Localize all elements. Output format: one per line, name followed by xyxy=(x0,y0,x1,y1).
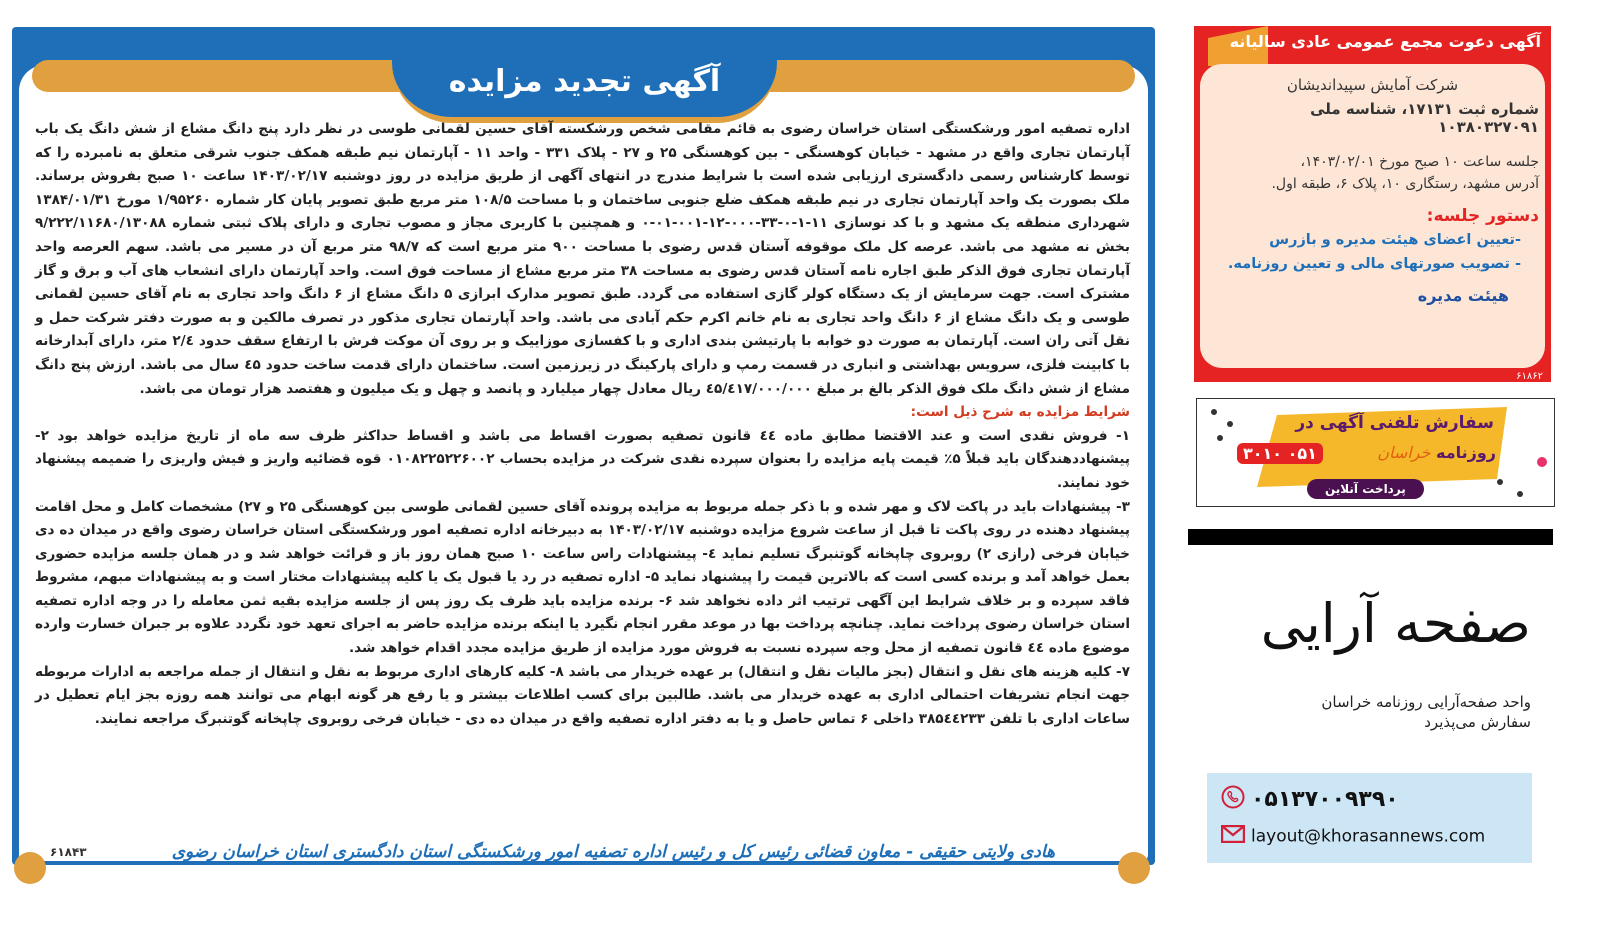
agenda-item: - تصویب صورتهای مالی و تعیین روزنامه. xyxy=(1227,256,1521,272)
promo-line: سفارش می‌پذیرد xyxy=(1424,713,1531,731)
invite-company: شرکت آمایش سپیداندیشان xyxy=(1286,76,1459,94)
condition-item: ۱- فروش نقدی است و عند الاقتضا مطابق ماده ٤٤ قانون تصفیه بصورت اقساط می باشد و اقساط حداکثر ظرف سه ماه از تاریخ مزایده خواهد بود ۲- پیشنهاددهندگان باید قبلاً ۵٪ قیمت پایه مزایده را بعنوان سپرده نقدی شرکت در مزایده بحساب ۰۱۰۸۲۲۵۲۲۶۰۰۲ قوه قضائیه واریز و فیش واریزی را ضمیمه پیشنهاد خود نمایند. xyxy=(35,427,1131,491)
invite-code: ۶۱۸۶۲ xyxy=(1516,371,1543,382)
decor-dot xyxy=(1217,435,1223,441)
meeting-invite-ad xyxy=(1194,26,1551,382)
phone-contact[interactable] xyxy=(1221,785,1399,815)
conditions-heading: شرایط مزایده به شرح ذیل است: xyxy=(910,404,1130,421)
promo-line: واحد صفحه‌آرایی روزنامه خراسان xyxy=(1321,693,1531,711)
condition-item: ۳- پیشنهادات باید در پاکت لاک و مهر شده و با ذکر جمله مربوط به مزایده پرونده آقای حسین لقمانی طوسی بین کوهسنگی ۲۵ و ۲۷) مشخصات کامل و محل اقامت پیشنهاد دهنده در روی پاکت تا قبل از ساعت شروع مزایده دوشنبه ۱۴۰۳/۰۲/۱۷ به دبیرخانه اداره تصفیه امور ورشکستگی استان خراسان رضوی واقع در میدان ده دی خیابان فرخی (رازی ۲) روبروی چاپخانه گوتنبرگ تسلیم نماید ٤- پیشنهادات راس ساعت ۱۰ صبح همان روز باز و قرائت خواهد شد و در همان جلسه مزایده حضوری بعمل خواهد آمد و برنده کسی است که بالاترین قیمت را پیشنهاد نماید ۵- اداره تصفیه در رد یا قبول یک یا کلیه پیشنهادات مختار است و به پیشنهادات مبهم، مشروط فاقد سپرده و بر خلاف شرایط این آگهی ترتیب اثر داده نخواهد شد ۶- برنده مزایده باید ظرف یک روز پس از جلسه مزایده بقیه ثمن معامله را در وجه اداره تصفیه استان خراسان رضوی پرداخت نماید. چنانچه پرداخت بها در موعد مقرر انجام نگیرد یا اینکه برنده مزایده حاضر به اجرای تعهد خود نگردد علاوه بر جبران خسارت وارده موضوع ماده ٤٤ قانون تصفیه از محل وجه سپرده نسبت به فروش مورد مزایده از طریق مزایده مجدد اقدام خواهد شد. xyxy=(35,498,1131,657)
banner-brand: خراسان xyxy=(1377,443,1431,462)
invite-address: آدرس مشهد، رستگاری ۱۰، پلاک ۶، طبقه اول. xyxy=(1271,176,1539,192)
invite-board: هیئت مدیره xyxy=(1417,286,1509,305)
mail-icon xyxy=(1221,825,1245,848)
email-contact[interactable] xyxy=(1221,825,1485,848)
divider-bar xyxy=(1188,529,1553,545)
auction-ad-code: ۶۱۸۴۳ xyxy=(50,845,87,859)
corner-dot xyxy=(14,852,46,884)
layout-promo-title: صفحه آرایی xyxy=(1260,592,1531,655)
online-payment-button[interactable]: پرداخت آنلاین xyxy=(1307,479,1424,499)
auction-ad-title: آگهی تجدید مزایده xyxy=(448,64,721,99)
layout-promo-subtitle xyxy=(1321,692,1531,732)
banner-line2 xyxy=(1377,443,1496,462)
phone-order-banner[interactable] xyxy=(1196,398,1555,507)
invite-registration: شماره ثبت ۱۷۱۳۱، شناسه ملی ۱۰۳۸۰۳۲۷۰۹۱ xyxy=(1310,100,1539,136)
corner-dot xyxy=(1118,852,1150,884)
decor-dot xyxy=(1517,491,1523,497)
auction-ad-header xyxy=(12,44,1155,119)
decor-dot xyxy=(1497,479,1503,485)
banner-line1: سفارش تلفنی آگهی در xyxy=(1295,413,1494,433)
intro-paragraph: اداره تصفیه امور ورشکستگی استان خراسان رضوی به قائم مقامی شخص ورشکسته آقای حسین لقمانی طوسی در نظر دارد پنج دانگ مشاع از شش دانگ یک باب آپارتمان تجاری واقع در مشهد - خیابان کوهسنگی - بین کوهسنگی ۲۵ و ۲۷ - پلاک ۳۳۱ - واحد ۱۱ - آپارتمان نیم طبقه همکف جنوب شرقی متعلق به نامبرده را که توسط کارشناس رسمی دادگستری ارزیابی شده است با شرایط مندرج در انتهای آگهی از طریق مزایده در روز دوشنبه ۱۴۰۳/۰۲/۱۷ ساعت ۱۰ صبح بفروش برساند. ملک بصورت یک واحد آپارتمان تجاری در نیم طبقه همکف ضلع جنوبی ساختمان و با مساحت ۱۰۸/۵ متر مربع طبق تصویر پایان کار شماره ۱/۹۵۲۶۰ مورخ ۱۳۸۴/۰۱/۳۱ شهرداری منطقه یک مشهد و با کد نوسازی ۱۱-۱-۰-۳۳-۰۰۰-۱۲-۰۰۱-۰۱-۰ و همچنین با کاربری مجاز و مصوب تجاری و دارای پلاک ثبتی شماره ۹/۲۲۲/۱۱۶۸۰/۱۳۰۸۸ بخش نه مشهد می باشد. عرصه کل ملک موقوفه آستان قدس رضوی با مساحت ۹۰۰ متر مربع است که ۹۸/۷ متر مربع آن در مسیر می باشد. سهم العرصه واحد آپارتمان تجاری فوق الذکر طبق اجاره نامه آستان قدس رضوی به مساحت ۳۸ متر مربع مشاع از مساحت فوق است. واحد آپارتمان دارای انشعاب های آب و برق و گاز مشترک است. جهت سرمایش از یک دستگاه کولر گازی استفاده می گردد. طبق تصویر مدارک ابرازی ۵ دانگ مشاع از ۶ دانگ واحد تجاری به نام آقای حسین لقمانی طوسی و یک دانگ مشاع از ۶ دانگ واحد تجاری به نام خانم اکرم حکم آبادی می باشد. واحد آپارتمان تجاری مذکور در تصرف مالکین و به صورت دفتر شرکت حمل و نقل آتی ران است. آپارتمان به صورت دو خوابه با پارتیشن بندی اداری و با کفسازی موزاییک و بر روی آن موکت فرش با ارتفاع سقف حدود ۲/٤ متر، دارای آبدارخانه با کابینت فلزی، سرویس بهداشتی و انباری در قسمت رمپ و دارای پارکینگ در زیرزمین است. ساختمان دارای قدمت ساخت حدود ٤۵ سال می باشد. ارزش پنج دانگ مشاع از شش دانگ ملک فوق الذکر بالغ بر مبلغ ٤۵/٤۱۷/۰۰۰/۰۰۰ ریال معادل چهار میلیارد و پانصد و چهل و یک میلیون و هفتصد هزار تومان می باشد. xyxy=(35,121,1131,397)
banner-number: ۳۰۱۰ ۰۵۱ xyxy=(1237,443,1323,464)
auction-ad-text xyxy=(35,118,1130,731)
contact-box xyxy=(1207,773,1532,863)
condition-item: ۷- کلیه هزینه های نقل و انتقال (بجز مالیات نقل و انتقال) بر عهده خریدار می باشد ۸- کلیه کارهای اداری مربوط به نقل و انتقال از جمله مراجعه به ادارات مربوطه جهت انجام تشریفات احتمالی اداری به عهده خریدار می باشد. طالبین برای کسب اطلاعات بیشتر و یا رفع هر گونه ابهام می توانند همه روزه بجز ایام تعطیل در ساعات اداری با تلفن ۳۸۵٤٤۲۳۳ داخلی ۶ تماس حاصل و یا به دفتر اداره تصفیه واقع در میدان ده دی - خیابان فرخی روبروی چاپخانه گوتنبرگ مراجعه نمایند. xyxy=(35,663,1130,727)
invite-content xyxy=(1206,76,1539,305)
phone-number: ۰۵۱۳۷۰۰۹۳۹۰ xyxy=(1251,787,1399,812)
invite-title: آگهی دعوت مجمع عمومی عادی سالیانه xyxy=(1229,32,1541,51)
agenda-label: دستور جلسه: xyxy=(1426,206,1539,226)
invite-time: جلسه ساعت ۱۰ صبح مورخ ۱۴۰۳/۰۲/۰۱، xyxy=(1300,154,1539,170)
email-address: layout@khorasannews.com xyxy=(1251,826,1486,847)
agenda-item: -تعیین اعضای هیئت مدیره و بازرس xyxy=(1269,232,1521,248)
phone-icon xyxy=(1221,785,1245,815)
banner-newspaper-label: روزنامه xyxy=(1436,443,1496,462)
auction-signature: هادی ولایتی حقیقی - معاون قضائی رئیس کل و رئیس اداره تصفیه امور ورشکستگی استان دادگستری استان خراسان رضوی xyxy=(171,842,1055,862)
decor-dot xyxy=(1211,409,1217,415)
decor-dot xyxy=(1227,421,1233,427)
decor-dot xyxy=(1537,457,1547,467)
